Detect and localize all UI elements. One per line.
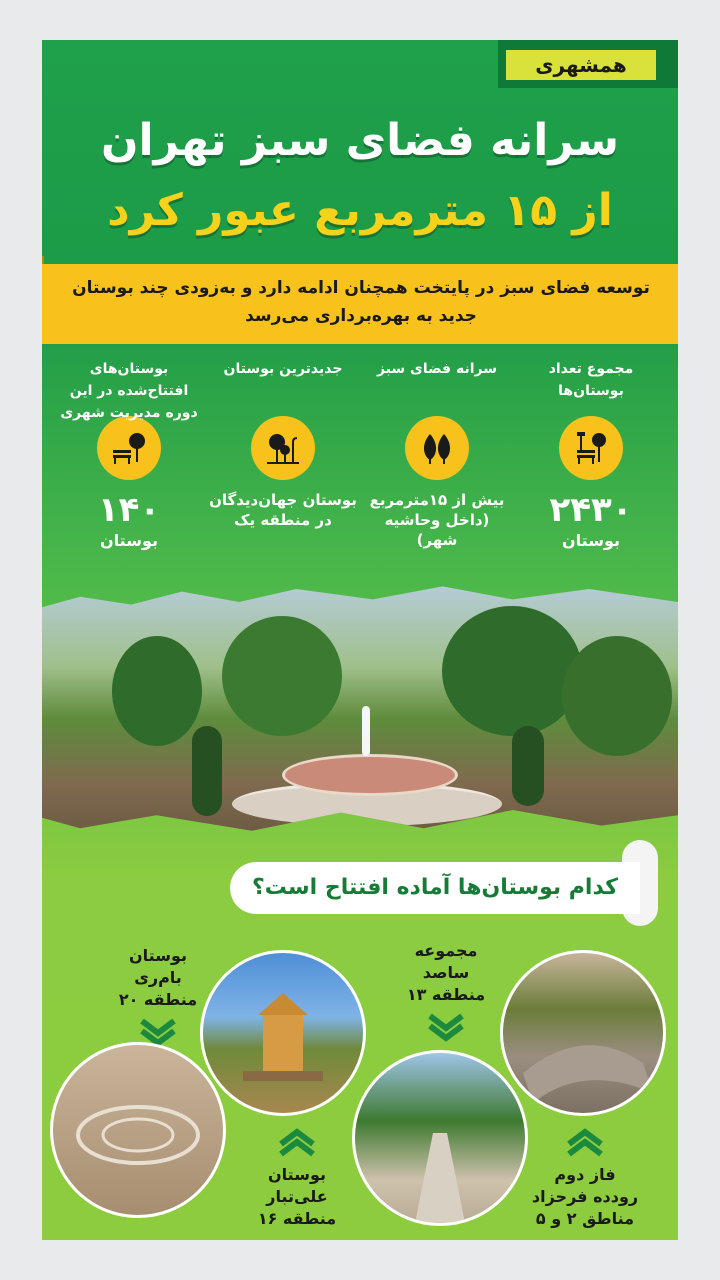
park-farahzad	[520, 1122, 650, 1230]
stat-label: بوستان‌های افتتاح‌شده در این دوره مدیریت شهری	[60, 361, 198, 421]
stat-total-parks	[516, 358, 666, 552]
question-banner: کدام بوستان‌ها آماده افتتاح است؟	[230, 862, 640, 914]
park-bamri-photo	[50, 1042, 226, 1218]
stat-label: سرانه فضای سبز	[376, 361, 497, 377]
photo-tree	[192, 726, 222, 816]
stat-unit: بوستان	[562, 531, 620, 550]
stat-text: بوستان جهان‌دیدگان در منطقه یک	[209, 491, 357, 529]
park-alitabar-photo	[200, 950, 366, 1116]
chevron-down-icon	[426, 1012, 466, 1042]
stat-opened-parks	[54, 358, 204, 552]
park-bench-lamp-icon	[559, 416, 623, 480]
photo-fountain-jet	[362, 706, 370, 756]
park-label: بوستان بام‌ری منطقه ۲۰	[118, 946, 198, 1009]
title-line-2: از ۱۵ مترمربع عبور کرد	[107, 185, 613, 236]
chevron-up-icon	[277, 1128, 317, 1158]
subtitle-banner: توسعه فضای سبز در پایتخت همچنان ادامه دارد و به‌زودی چند بوستان جدید به بهره‌برداری می‌رسد	[42, 264, 678, 344]
photo-tree	[222, 616, 342, 736]
leaves-icon	[405, 416, 469, 480]
stat-unit: بوستان	[100, 531, 158, 550]
stat-text: بیش از ۱۵مترمربع (داخل وحاشیه شهر)	[369, 491, 505, 549]
bench-tree-icon	[97, 416, 161, 480]
stats-row	[54, 358, 666, 558]
brand-bar	[498, 40, 678, 88]
stat-label: مجموع تعداد بوستان‌ها	[548, 361, 634, 399]
infographic-frame	[42, 40, 678, 1240]
park-saced	[386, 940, 506, 1048]
park-label: فاز دوم رودده فرحزاد مناطق ۲ و ۵	[531, 1165, 639, 1228]
park-alitabar	[242, 1122, 352, 1230]
photo-tree	[112, 636, 202, 746]
park-photo	[42, 576, 678, 836]
park-saced-photo	[352, 1050, 528, 1226]
stat-value: ۲۴۳۰	[549, 490, 633, 530]
park-label: بوستان علی‌تبار منطقه ۱۶	[257, 1165, 337, 1228]
chevron-up-icon	[565, 1128, 605, 1158]
stat-green-per-capita	[362, 358, 512, 550]
brand-logo: همشهری	[506, 50, 656, 80]
trees-lamp-icon	[251, 416, 315, 480]
stat-label: جدیدترین بوستان	[223, 361, 343, 377]
park-label: مجموعه ساصد منطقه ۱۳	[406, 941, 486, 1004]
photo-tree	[562, 636, 672, 756]
title-line-1: سرانه فضای سبز تهران	[100, 115, 620, 166]
photo-fountain	[282, 754, 458, 796]
photo-tree	[442, 606, 582, 736]
photo-tree	[512, 726, 544, 806]
stat-value: ۱۴۰	[97, 490, 161, 530]
park-farahzad-photo	[500, 950, 666, 1116]
stat-newest-park	[208, 358, 358, 530]
